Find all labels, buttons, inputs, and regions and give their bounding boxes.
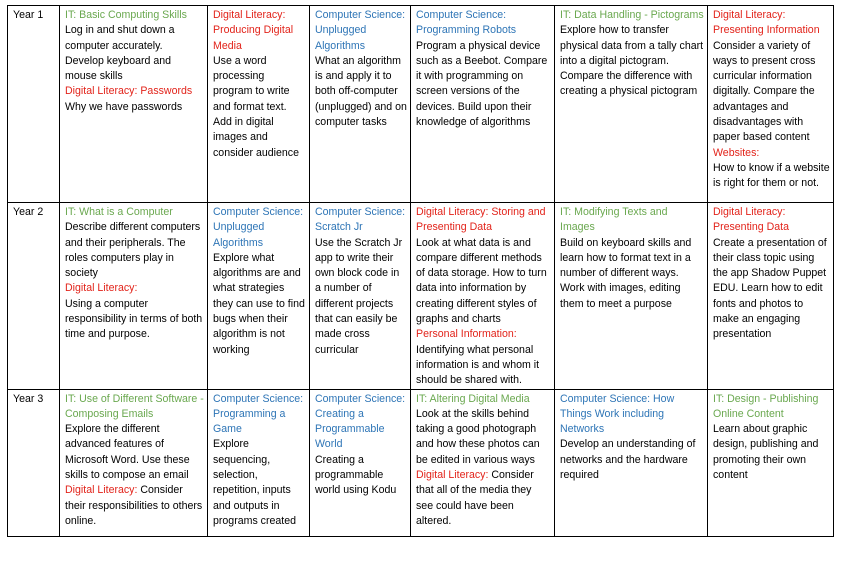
unit-block: [65, 84, 204, 99]
unit-cell: [208, 389, 310, 536]
unit-description: Why we have passwords: [65, 100, 183, 113]
unit-heading: Digital Literacy: Storing and Presenting Data: [416, 206, 546, 234]
unit-block: [560, 205, 704, 236]
unit-block: [416, 327, 551, 342]
unit-heading: IT: Design - Publishing Online Content: [713, 392, 819, 420]
unit-block: [416, 392, 551, 407]
unit-heading: IT: Basic Computing Skills: [65, 9, 187, 21]
unit-description: Identifying what personal information is and whom it should be shared with.: [416, 343, 540, 387]
unit-block: [315, 8, 407, 54]
unit-block: [213, 392, 306, 438]
unit-heading: IT: Data Handling - Pictograms: [560, 9, 704, 21]
unit-cell: [708, 203, 834, 390]
unit-heading: Digital Literacy: Presenting Information: [713, 9, 820, 37]
unit-cell: [310, 203, 411, 390]
year-label: Year 1: [13, 9, 44, 21]
unit-heading: Computer Science: Unplugged Algorithms: [213, 206, 304, 249]
unit-heading: IT: What is a Computer: [65, 206, 173, 218]
unit-block: [416, 8, 551, 39]
unit-description: Develop an understanding of networks and the hardware required: [560, 438, 696, 482]
unit-description: Explore what algorithms are and what strategies they can use to find bugs when their algorithm is not working: [213, 251, 305, 356]
unit-cell: [310, 389, 411, 536]
unit-heading: Computer Science: Unplugged Algorithms: [315, 9, 406, 52]
unit-cell: [60, 203, 208, 390]
unit-cell: [555, 203, 708, 390]
unit-description: Use the Scratch Jr app to write their own block code in a number of different projects that can easily be made cross curricular: [315, 236, 403, 356]
unit-block: [65, 483, 204, 529]
year-label: Year 3: [13, 392, 44, 405]
unit-heading: Personal Information:: [416, 328, 517, 341]
unit-description: Using a computer responsibility in terms of both time and purpose.: [65, 297, 203, 341]
unit-heading: Digital Literacy: Presenting Data: [713, 206, 789, 234]
unit-block: [315, 392, 407, 453]
unit-block: [713, 205, 830, 236]
unit-cell: [208, 203, 310, 390]
unit-block: [560, 8, 704, 23]
unit-heading: Computer Science: Programming Robots: [416, 9, 517, 37]
unit-heading: Websites:: [713, 146, 760, 159]
unit-heading: Digital Literacy:: [65, 484, 138, 497]
curriculum-body: [8, 6, 834, 537]
unit-block: [213, 8, 306, 54]
unit-cell: [60, 389, 208, 536]
table-row: [8, 389, 834, 536]
unit-cell: [208, 6, 310, 203]
unit-description: Consider their responsibilities to others online.: [65, 484, 203, 527]
unit-heading: Computer Science: How Things Work including Networks: [560, 392, 675, 436]
unit-heading: Computer Science: Creating a Programmable World: [315, 392, 406, 451]
unit-description: Consider a variety of ways to present cross curricular information digitally. Compare the advantages and disadvantages with paper based content: [713, 39, 816, 144]
unit-heading: Digital Literacy: Producing Digital Media: [213, 9, 294, 52]
year-cell: [8, 6, 60, 203]
unit-block: [713, 146, 830, 161]
unit-cell: [411, 6, 555, 203]
unit-description: What an algorithm is and apply it to both off-computer (unplugged) and on computer tasks: [315, 54, 407, 129]
unit-block: [65, 8, 204, 23]
unit-heading: Computer Science: Scratch Jr: [315, 206, 406, 234]
unit-description: Explore the different advanced features of Microsoft Word. Use these skills to compose an email: [65, 423, 190, 482]
unit-description: Explore sequencing, selection, repetition, inputs and outputs in programs created: [213, 438, 297, 527]
unit-block: [560, 392, 704, 438]
unit-heading: Computer Science: Programming a Game: [213, 392, 304, 436]
unit-description: Consider that all of the media they see could have been altered.: [416, 469, 534, 527]
curriculum-table: [7, 5, 834, 537]
table-row: [8, 6, 834, 203]
unit-heading: IT: Modifying Texts and Images: [560, 206, 668, 234]
unit-description: Creating a programmable world using Kodu: [315, 453, 397, 497]
unit-block: [713, 8, 830, 39]
unit-heading: IT: Use of Different Software - Composing Emails: [65, 392, 204, 420]
unit-block: [65, 281, 204, 296]
unit-cell: [60, 6, 208, 203]
unit-description: Log in and shut down a computer accurately. Develop keyboard and mouse skills: [65, 24, 175, 83]
unit-description: Look at the skills behind taking a good photograph and how these photos can be edited in various ways: [416, 407, 540, 466]
unit-cell: [310, 6, 411, 203]
unit-cell: [411, 389, 555, 536]
year-cell: [8, 389, 60, 536]
unit-description: How to know if a website is right for them or not.: [713, 161, 830, 190]
unit-cell: [708, 6, 834, 203]
unit-cell: [708, 389, 834, 536]
unit-description: Learn about graphic design, publishing and promoting their own content: [713, 423, 819, 482]
unit-cell: [411, 203, 555, 390]
unit-description: Use a word processing program to write and format text. Add in digital images and consider audience: [213, 54, 299, 159]
unit-description: Look at what data is and compare different methods of data storage. How to turn data into information by creating different styles of graphs and charts: [416, 236, 547, 326]
unit-description: Build on keyboard skills and learn how to format text in a number of different ways. Work with images, editing them to meet a purpose: [560, 236, 692, 310]
year-cell: [8, 203, 60, 390]
unit-heading: Digital Literacy: Passwords: [65, 85, 193, 98]
unit-heading: IT: Altering Digital Media: [416, 392, 530, 405]
unit-block: [713, 392, 830, 423]
unit-heading: Digital Literacy:: [65, 282, 138, 295]
unit-block: [416, 468, 551, 529]
unit-heading: Digital Literacy:: [416, 469, 489, 482]
table-row: [8, 203, 834, 390]
unit-cell: [555, 6, 708, 203]
unit-block: [65, 205, 204, 220]
unit-block: [315, 205, 407, 236]
unit-description: Program a physical device such as a Beebot. Compare it with programming on screen versions of the devices. Build upon their knowledge of algorithms: [416, 39, 548, 129]
year-label: Year 2: [13, 206, 44, 218]
unit-description: Describe different computers and their peripherals. The roles computers play in society: [65, 221, 201, 280]
unit-description: Explore how to transfer physical data from a tally chart into a digital pictogram. Compare the difference with creating a physical pictogram: [560, 24, 704, 98]
unit-cell: [555, 389, 708, 536]
unit-description: Create a presentation of their class topic using the app Shadow Puppet EDU. Learn how to edit fonts and photos to make an engaging presentation: [713, 236, 827, 341]
unit-block: [416, 205, 551, 236]
unit-block: [213, 205, 306, 251]
unit-block: [65, 392, 204, 423]
